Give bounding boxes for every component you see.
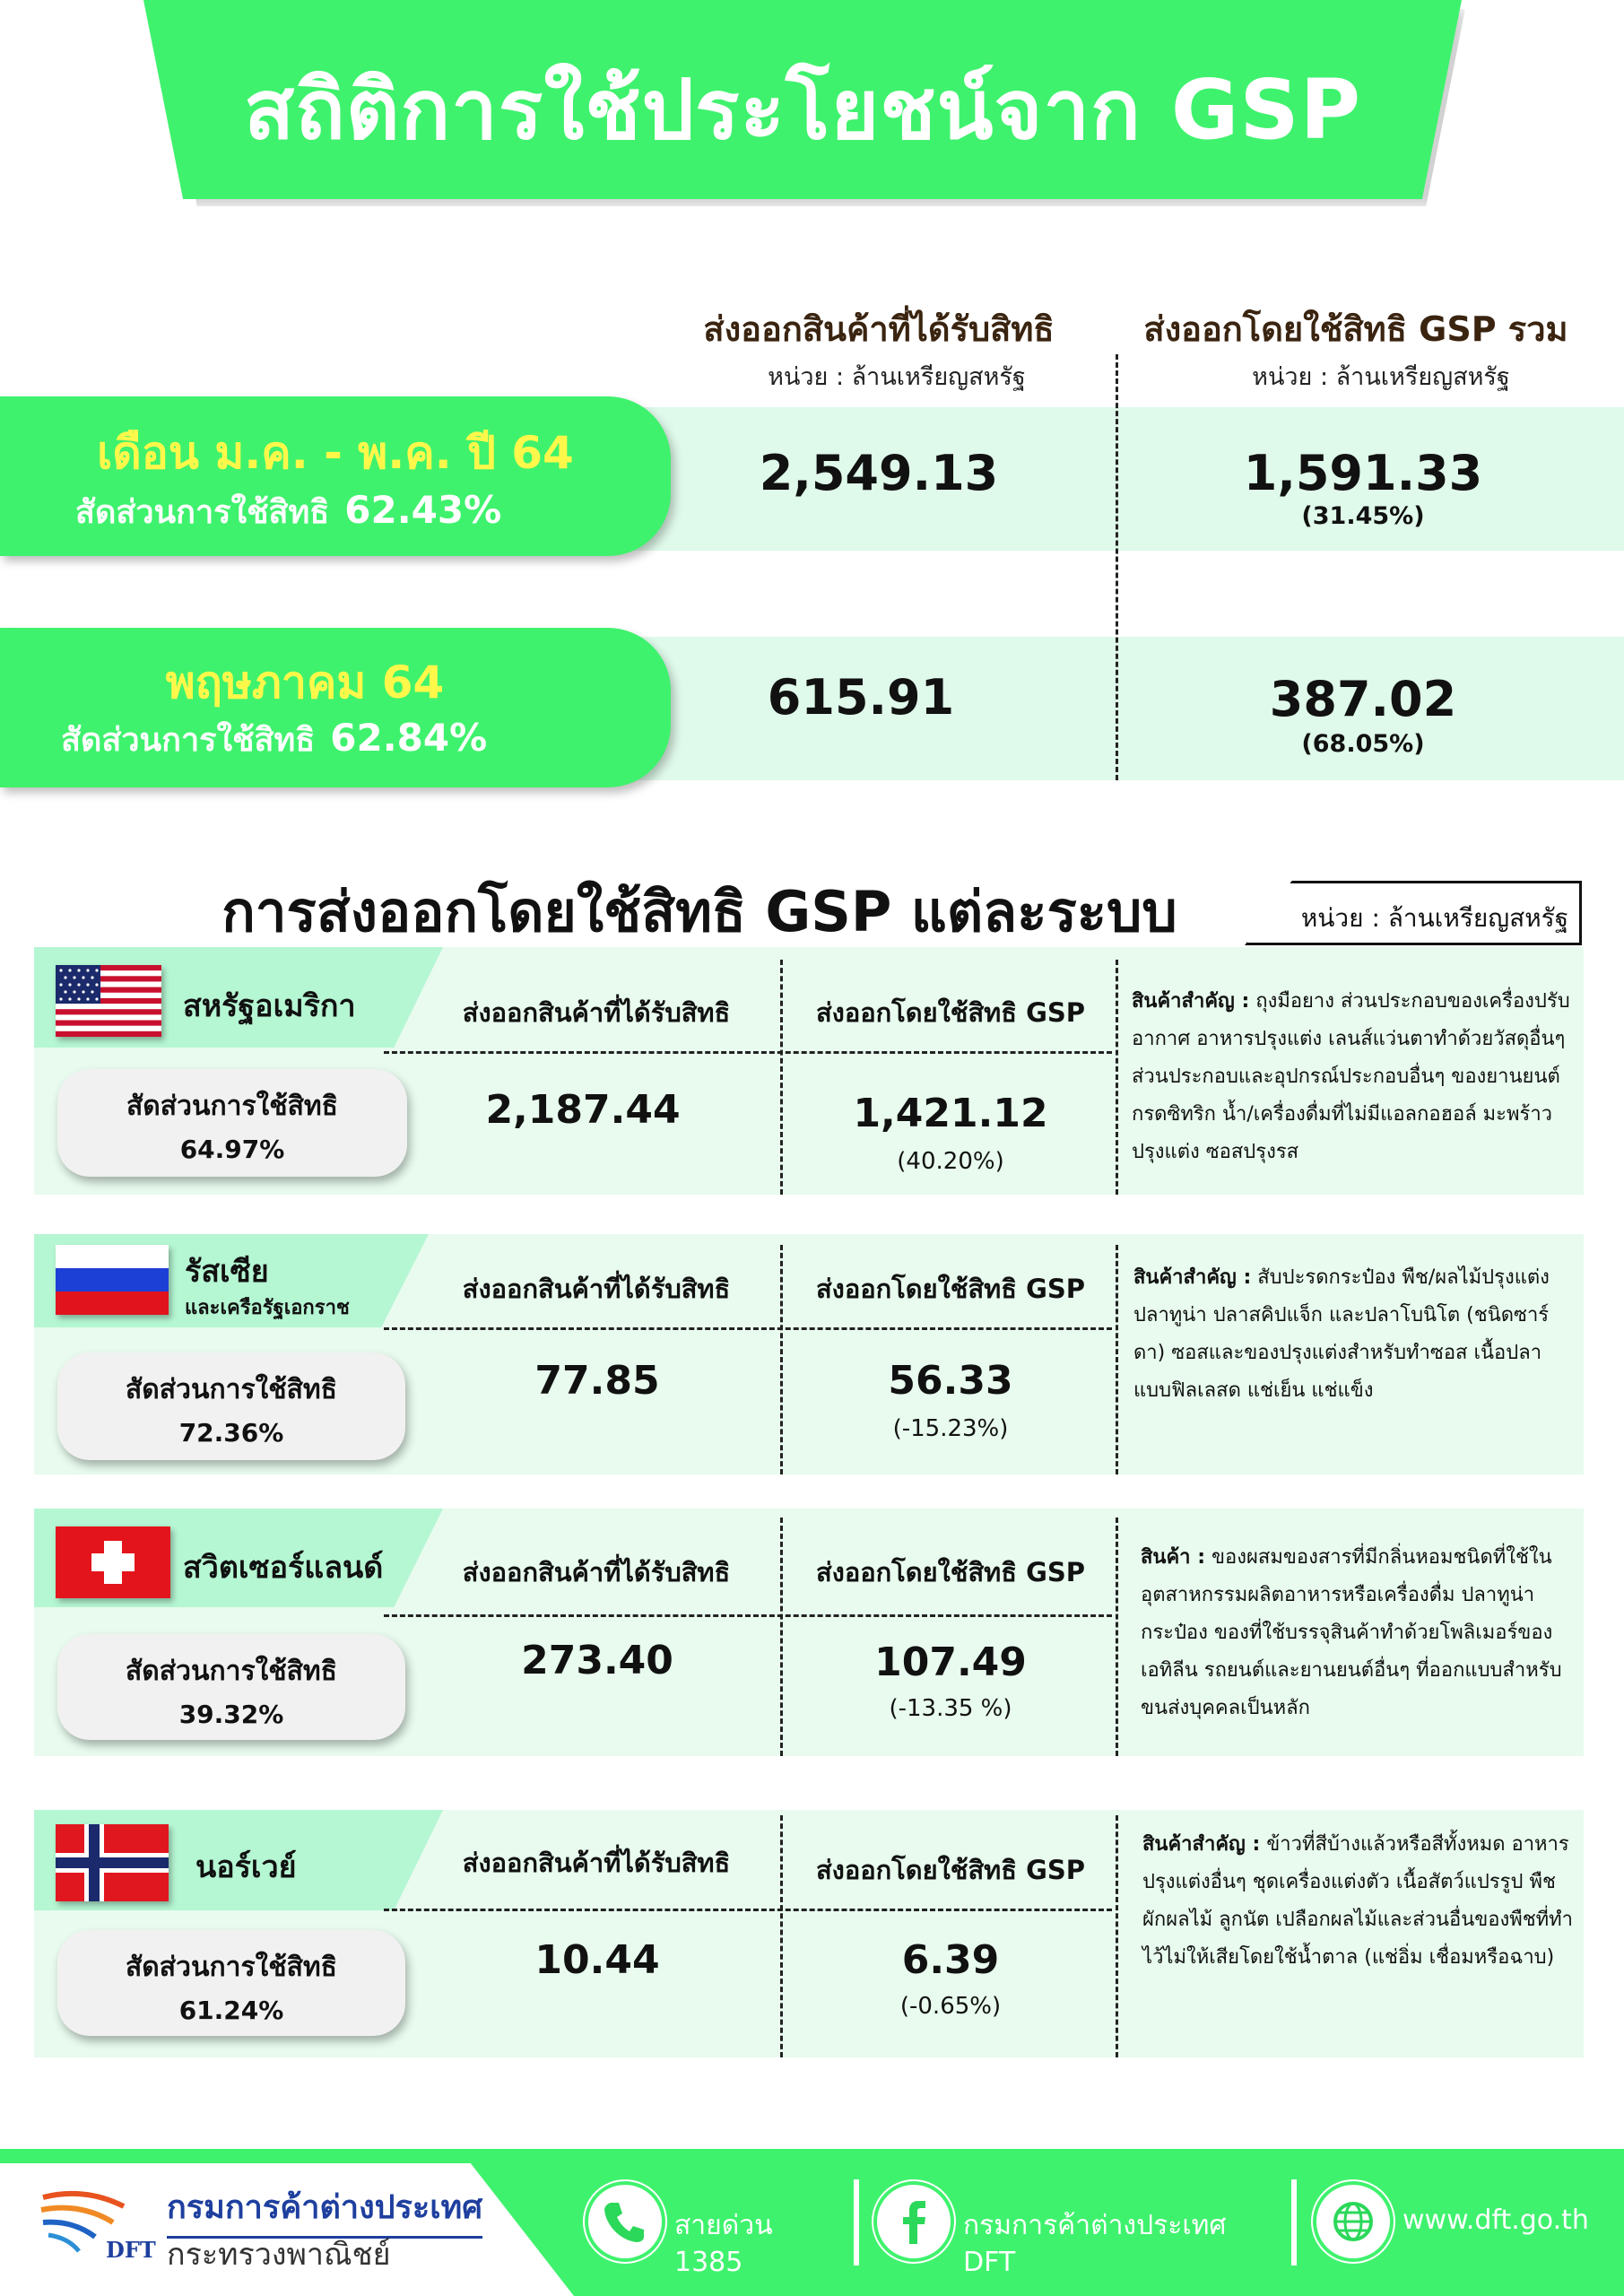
summary-col1-header: ส่งออกสินค้าที่ได้รับสิทธิ	[703, 309, 1055, 349]
row-divider	[384, 1614, 1112, 1617]
summary-used-pct: (68.05%)	[1301, 730, 1425, 758]
col-used-header: ส่งออกโดยใช้สิทธิ GSP	[815, 1274, 1086, 1304]
summary-share-value: 62.84%	[330, 716, 488, 760]
page-title: สถิติการใช้ประโยชน์จาก GSP	[243, 62, 1362, 158]
col-divider	[780, 960, 783, 1195]
share-label: สัดส่วนการใช้สิทธิ	[126, 1374, 337, 1405]
section-title: การส่งออกโดยใช้สิทธิ GSP แต่ละระบบ	[221, 879, 1177, 944]
desc-text: สับปะรดกระป๋อง พืช/ผลไม้ปรุงแต่ง ปลาทูน่า ปลาสคิปแจ็ก และปลาโบนิโต (ชนิดซาร์ดา) ซอสและของปรุงแต่งสำหรับทำซอส เนื้อปลาแบบฟิลเลสด แช่เย็น แช่แข็ง	[1133, 1266, 1550, 1402]
key-products-description	[1133, 1259, 1578, 1410]
summary-share-label: สัดส่วนการใช้สิทธิ	[75, 494, 330, 531]
eligible-value: 10.44	[534, 1937, 660, 1983]
col-eligible-header: ส่งออกสินค้าที่ได้รับสิทธิ	[462, 997, 731, 1028]
share-label: สัดส่วนการใช้สิทธิ	[126, 1656, 337, 1687]
dft-logo-text: DFT	[106, 2237, 156, 2263]
summary-used-pct: (31.45%)	[1301, 502, 1425, 530]
summary-col2-header: ส่งออกโดยใช้สิทธิ GSP รวม	[1143, 309, 1568, 349]
col-divider	[780, 1518, 783, 1756]
share-value: 64.97%	[179, 1135, 285, 1164]
share-label: สัดส่วนการใช้สิทธิ	[126, 1091, 338, 1122]
row-divider	[384, 1909, 1112, 1911]
unit-box-label: หน่วย : ล้านเหรียญสหรัฐ	[1300, 903, 1569, 933]
share-value: 72.36%	[178, 1418, 284, 1448]
used-pct: (40.20%)	[897, 1148, 1004, 1175]
summary-col2-unit: หน่วย : ล้านเหรียญสหรัฐ	[1252, 363, 1510, 391]
russia-flag-icon	[56, 1245, 169, 1315]
facebook-icon	[877, 2185, 951, 2258]
row-divider	[384, 1051, 1112, 1054]
summary-share-label: สัดส่วนการใช้สิทธิ	[61, 722, 316, 759]
col-eligible-header: ส่งออกสินค้าที่ได้รับสิทธิ	[462, 1274, 731, 1304]
summary-col1-unit: หน่วย : ล้านเหรียญสหรัฐ	[768, 363, 1026, 391]
used-pct: (-0.65%)	[899, 1993, 1002, 2020]
footer-org-name: กรมการค้าต่างประเทศ	[167, 2181, 482, 2239]
used-value: 1,421.12	[853, 1091, 1048, 1136]
country-name: รัสเซีย	[185, 1254, 269, 1290]
desc-label: สินค้าสำคัญ :	[1133, 1266, 1252, 1289]
share-card	[57, 1069, 407, 1177]
us-flag-icon	[56, 965, 161, 1037]
col-divider	[1116, 960, 1118, 1195]
share-value: 61.24%	[178, 1996, 284, 2025]
used-pct: (-15.23%)	[892, 1415, 1009, 1442]
hotline-text: สายด่วน 1385	[674, 2210, 773, 2278]
summary-period-label: พฤษภาคม 64	[165, 657, 445, 709]
country-name-sub: และเครือรัฐเอกราช	[185, 1297, 350, 1319]
desc-label: สินค้าสำคัญ :	[1132, 990, 1250, 1013]
summary-used-value: 1,591.33	[1243, 445, 1483, 501]
summary-period-label: เดือน ม.ค. - พ.ค. ปี 64	[97, 427, 574, 479]
key-products-description	[1132, 983, 1573, 1171]
share-card	[57, 1634, 405, 1740]
norway-flag-icon	[56, 1824, 169, 1901]
share-value: 39.32%	[178, 1700, 284, 1729]
col-eligible-header: ส่งออกสินค้าที่ได้รับสิทธิ	[462, 1557, 731, 1587]
col-divider	[1116, 1245, 1118, 1474]
summary-share	[75, 486, 631, 537]
col-divider	[1116, 1815, 1118, 2057]
key-products-description	[1141, 1539, 1580, 1727]
desc-text: ถุงมือยาง ส่วนประกอบของเครื่องปรับอากาศ อาหารปรุงแต่ง เลนส์แว่นตาทำด้วยวัสดุอื่นๆ ส่วนประกอบและอุปกรณ์ประกอบอื่นๆ ของยานยนต์ กรดซิทริก น้ำ/เครื่องดื่มที่ไม่มีแอลกอฮอล์ มะพร้าวปรุงแต่ง ซอสปรุงรส	[1132, 990, 1570, 1163]
footer-separator	[854, 2179, 859, 2266]
used-value: 56.33	[888, 1358, 1013, 1404]
col-used-header: ส่งออกโดยใช้สิทธิ GSP	[815, 997, 1086, 1028]
country-name: นอร์เวย์	[195, 1849, 297, 1885]
footer-ministry: กระทรวงพาณิชย์	[167, 2237, 391, 2273]
share-card	[57, 1352, 405, 1460]
desc-text: ของผสมของสารที่มีกลิ่นหอมชนิดที่ใช้ในอุตสาหกรรมผลิตอาหารหรือเครื่องดื่ม ปลาทูน่ากระป๋อง ของที่ใช้บรรจุสินค้าทำด้วยโพลิเมอร์ของเอทิลีน รถยนต์และยานยนต์อื่นๆ ที่ออกแบบสำหรับขนส่งบุคคลเป็นหลัก	[1141, 1546, 1562, 1719]
facebook-text: กรมการค้าต่างประเทศ DFT	[963, 2210, 1227, 2278]
used-value: 107.49	[874, 1639, 1027, 1685]
eligible-value: 77.85	[534, 1358, 660, 1404]
summary-share	[61, 714, 653, 765]
col-divider	[780, 1815, 783, 2057]
col-used-header: ส่งออกโดยใช้สิทธิ GSP	[815, 1557, 1086, 1587]
globe-icon	[1316, 2185, 1390, 2258]
summary-eligible-value: 2,549.13	[759, 445, 999, 501]
desc-label: สินค้า :	[1141, 1546, 1205, 1569]
eligible-value: 273.40	[521, 1638, 673, 1683]
desc-label: สินค้าสำคัญ :	[1142, 1833, 1261, 1856]
used-value: 6.39	[901, 1937, 1000, 1983]
country-name: สวิตเซอร์แลนด์	[183, 1550, 384, 1586]
col-eligible-header: ส่งออกสินค้าที่ได้รับสิทธิ	[462, 1848, 731, 1878]
row-divider	[384, 1327, 1112, 1330]
website-link[interactable]: www.dft.go.th	[1403, 2205, 1589, 2236]
col-used-header: ส่งออกโดยใช้สิทธิ GSP	[815, 1855, 1086, 1885]
summary-used-value: 387.02	[1269, 671, 1457, 727]
summary-eligible-value: 615.91	[767, 669, 955, 726]
share-label: สัดส่วนการใช้สิทธิ	[126, 1952, 337, 1983]
used-pct: (-13.35 %)	[889, 1695, 1012, 1722]
desc-text: ข้าวที่สีบ้างแล้วหรือสีทั้งหมด อาหารปรุงแต่งอื่นๆ ชุดเครื่องแต่งตัว เนื้อสัตว์แปรรูป พืช ผักผลไม้ ลูกนัต เปลือกผลไม้และส่วนอื่นของพืชที่ทำไว้ไม่ให้เสียโดยใช้น้ำตาล (แช่อิ่ม เชื่อมหรือฉาบ)	[1142, 1833, 1574, 1969]
eligible-value: 2,187.44	[485, 1087, 681, 1133]
switzerland-flag-icon	[56, 1526, 170, 1598]
summary-divider	[1116, 354, 1118, 780]
col-divider	[1116, 1518, 1118, 1756]
col-divider	[780, 1245, 783, 1474]
phone-icon	[588, 2185, 662, 2258]
key-products-description	[1142, 1826, 1580, 1977]
share-card	[57, 1930, 405, 2036]
summary-share-value: 62.43%	[344, 488, 502, 532]
country-name: สหรัฐอเมริกา	[183, 988, 356, 1024]
footer-separator	[1291, 2179, 1297, 2266]
